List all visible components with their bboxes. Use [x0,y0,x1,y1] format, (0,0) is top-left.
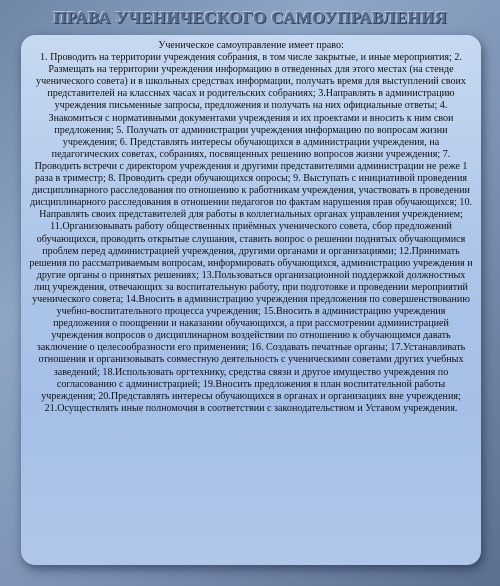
intro-line: Ученическое самоуправление имеет право: [158,40,344,51]
page-title: ПРАВА УЧЕНИЧЕСКОГО САМОУПРАВЛЕНИЯ [53,8,447,27]
rights-list: 1. Проводить на территории учреждения собрания, в том числе закрытые, и иные мероприятия; 2. Размещать на территории учреждения информацию в отведенных для этого местах (на стенде ученического совета) и в школьных средствах информации, получать время для выступлений своих представителей на классных часах и родительских собраниях; 3.Направлять в администрацию учреждения письменные запросы, предложения и получать на них официальные ответы; 4. Знакомиться с нормативными документами учреждения и их проектами и вносить к ним свои предложения; 5. Получать от администрации учреждения информацию по вопросам жизни учреждения; 6. Представлять интересы обучающихся в администрации учреждения, на педагогических советах, собраниях, посвященных решению вопросов жизни учреждения; 7. Проводить встречи с директором учреждения и другими представителями администрации не реже 1 раза в триместр; 8. Проводить среди обучающихся опросы; 9. Выступать с инициативой проведения дисциплинарного расследования по отношению к работникам учреждения, участвовать в проведении дисциплинарного расследования в отношении педагогов по фактам нарушения прав обучающихся; 10. Направлять своих представителей для работы в коллегиальных органах управления учреждением; 11.Организовывать работу общественных приёмных ученического совета, сбор предложений обучающихся, проводить открытые слушания, ставить вопрос о решении поднятых обучающимися проблем перед администрацией учреждения, другими органами и организациями; 12.Принимать решения по рассматриваемым вопросам, информировать обучающихся, администрацию учреждения и другие органы о принятых решениях; 13.Пользоваться организационной поддержкой должностных лиц учреждения, отвечающих за воспитательную работу, при подготовке и проведении мероприятий ученического совета; 14.Вносить в администрацию учреждения предложения по совершенствованию учебно-воспитательного процесса учреждения; 15.Вносить в администрацию учреждения предложения о поощрении и наказании обучающихся, а при рассмотрении администрацией учреждения вопросов о дисциплинарном воздействии по отношению к обучающимся давать заключение о целесообразности его применения; 16. Создавать печатные органы; 17.Устанавливать отношения и организовывать совместную деятельность с ученическими советами других учебных заведений; 18.Использовать оргтехнику, средства связи и другое имущество учреждения по согласованию с администрацией; 19.Вносить предложения в план воспитательной работы учреждения; 20.Представлять интересы обучающихся в органах и организациях вне учреждения; 21.Осуществлять иные полномочия в соответствии с законодательством и Уставом учреждения. [29,52,473,414]
content-panel [21,35,481,565]
rights-text [29,40,473,415]
